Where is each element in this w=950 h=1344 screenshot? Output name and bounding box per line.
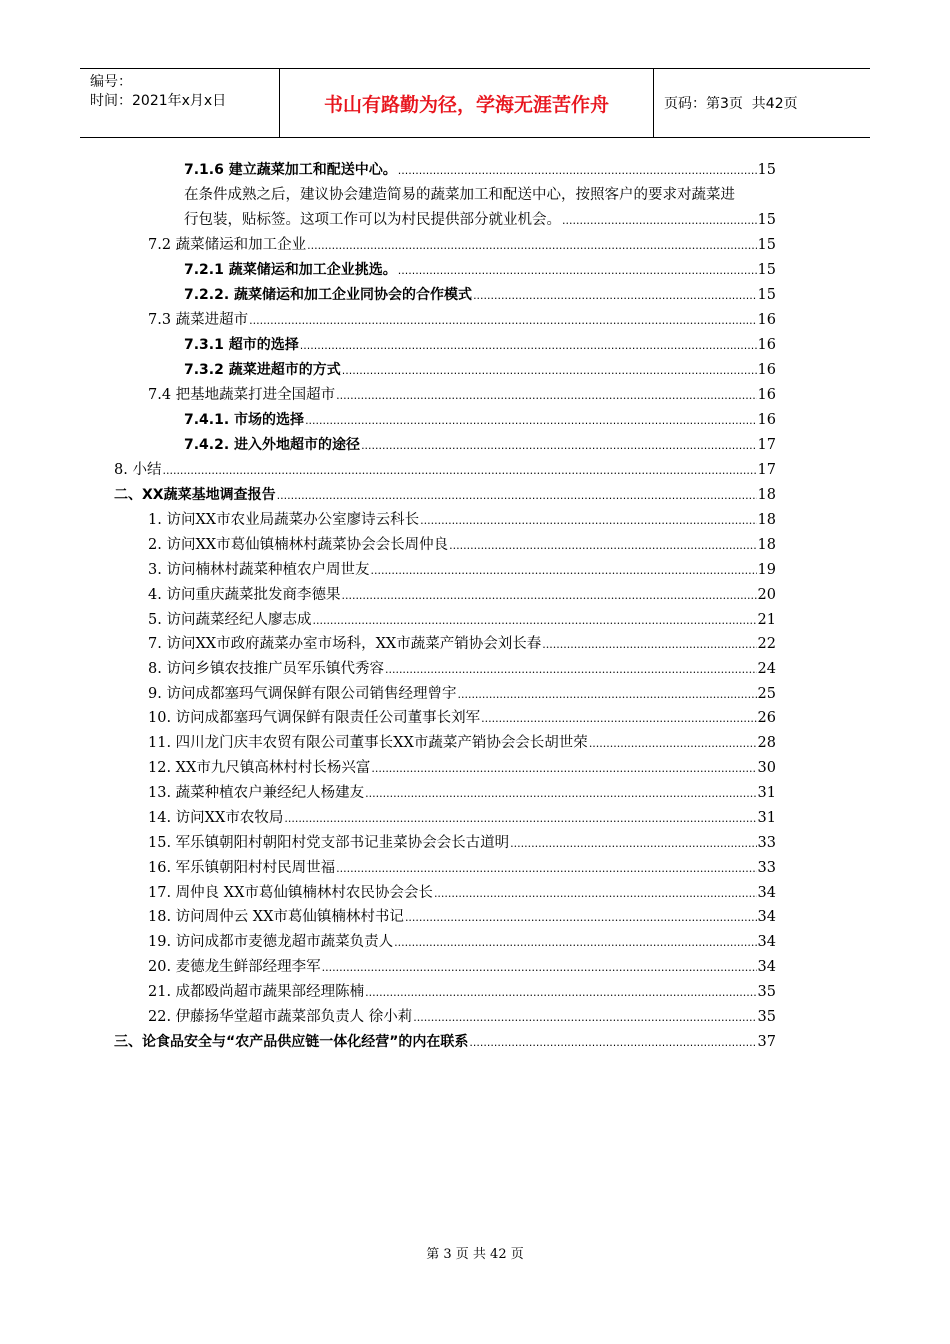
toc-entry-text: 7.2.2. 蔬菜储运和加工企业同协会的合作模式 xyxy=(184,287,473,303)
toc-entry-page: 34 xyxy=(757,909,776,925)
page-header xyxy=(80,68,870,138)
toc-entry-text: 20. 麦德龙生鲜部经理李军 xyxy=(148,959,321,975)
toc-leader-dots xyxy=(394,930,756,955)
toc-entry[interactable] xyxy=(148,980,776,1005)
toc-leader-dots xyxy=(284,806,756,831)
toc-entry[interactable] xyxy=(184,333,776,358)
toc-entry[interactable] xyxy=(148,632,776,657)
toc-entry[interactable] xyxy=(148,558,776,583)
toc-entry-page: 37 xyxy=(757,1034,776,1050)
toc-entry-page: 34 xyxy=(757,934,776,950)
toc-leader-dots xyxy=(562,208,757,233)
toc-leader-dots xyxy=(385,657,757,682)
toc-entry[interactable] xyxy=(148,508,776,533)
header-info-cell xyxy=(80,69,280,137)
toc-entry[interactable] xyxy=(148,233,776,258)
toc-leader-dots xyxy=(307,233,756,258)
toc-leader-dots xyxy=(589,731,757,756)
toc-leader-dots xyxy=(300,333,757,358)
toc-entry-page: 15 xyxy=(757,262,776,278)
toc-entry[interactable] xyxy=(114,458,776,483)
toc-entry-page: 22 xyxy=(757,636,776,652)
toc-entry[interactable] xyxy=(148,905,776,930)
toc-entry-text: 14. 访问XX市农牧局 xyxy=(148,810,284,826)
toc-entry-page: 16 xyxy=(757,312,776,328)
toc-entry[interactable] xyxy=(148,706,776,731)
toc-entry[interactable] xyxy=(184,283,776,308)
toc-entry-text: 22. 伊藤扬华堂超市蔬菜部负责人 徐小莉 xyxy=(148,1009,413,1025)
toc-entry-page: 33 xyxy=(757,860,776,876)
toc-entry-text: 17. 周仲良 XX市葛仙镇楠林村农民协会会长 xyxy=(148,885,433,901)
toc-leader-dots xyxy=(312,608,756,633)
toc-entry-text: 7.2 蔬菜储运和加工企业 xyxy=(148,237,307,253)
toc-entry-text: 19. 访问成都市麦德龙超市蔬菜负责人 xyxy=(148,934,394,950)
toc-leader-dots xyxy=(371,756,756,781)
toc-entry[interactable] xyxy=(148,806,776,831)
toc-entry-text: 行包装，贴标签。这项工作可以为村民提供部分就业机会。 xyxy=(184,212,561,228)
toc-entry[interactable] xyxy=(148,930,776,955)
toc-entry-text: 7.2.1 蔬菜储运和加工企业挑选。 xyxy=(184,262,397,278)
toc-entry[interactable] xyxy=(184,358,776,383)
toc-entry[interactable] xyxy=(148,308,776,333)
toc-entry-text: 15. 军乐镇朝阳村朝阳村党支部书记韭菜协会会长古道明 xyxy=(148,835,510,851)
toc-entry-text: 8. 小结 xyxy=(114,462,162,478)
toc-entry[interactable] xyxy=(148,781,776,806)
toc-leader-dots xyxy=(510,831,756,856)
toc-leader-dots xyxy=(434,881,757,906)
toc-entry[interactable] xyxy=(148,383,776,408)
toc-entry-page: 17 xyxy=(757,437,776,453)
toc-entry-page: 20 xyxy=(757,587,776,603)
toc-leader-dots xyxy=(481,706,756,731)
toc-leader-dots xyxy=(413,1005,756,1030)
toc-entry-text: 7.4.1. 市场的选择 xyxy=(184,412,305,428)
toc-entry-text: 16. 军乐镇朝阳村村民周世福 xyxy=(148,860,336,876)
toc-leader-dots xyxy=(342,358,757,383)
toc-leader-dots xyxy=(322,955,757,980)
toc-entry-page: 17 xyxy=(757,462,776,478)
toc-entry-page: 24 xyxy=(757,661,776,677)
toc-entry-text: 4. 访问重庆蔬菜批发商李德果 xyxy=(148,587,341,603)
toc-entry-text: 7. 访问XX市政府蔬菜办室市场科，XX市蔬菜产销协会刘长春 xyxy=(148,636,542,652)
toc-entry[interactable] xyxy=(184,158,776,183)
toc-entry-page: 18 xyxy=(757,487,776,503)
toc-leader-dots xyxy=(277,483,757,508)
header-page-info: 页码：第3页 共42页 xyxy=(664,96,798,112)
toc-leader-dots xyxy=(365,980,756,1005)
toc-entry[interactable] xyxy=(184,433,776,458)
toc-entry-text: 18. 访问周仲云 XX市葛仙镇楠林村书记 xyxy=(148,909,404,925)
toc-entry-page: 25 xyxy=(757,686,776,702)
toc-entry[interactable] xyxy=(148,756,776,781)
toc-entry[interactable] xyxy=(148,583,776,608)
toc-entry-text: 二、XX蔬菜基地调查报告 xyxy=(114,487,276,503)
toc-entry[interactable] xyxy=(148,731,776,756)
header-motto: 书山有路勤为径，学海无涯苦作舟 xyxy=(280,69,654,137)
toc-entry[interactable] xyxy=(148,1005,776,1030)
toc-leader-dots xyxy=(370,558,756,583)
toc-entry[interactable] xyxy=(114,1030,776,1055)
toc-entry-page: 15 xyxy=(757,237,776,253)
toc-entry-page: 28 xyxy=(757,735,776,751)
toc-entry-page: 30 xyxy=(757,760,776,776)
toc-leader-dots xyxy=(405,905,757,930)
toc-entry[interactable] xyxy=(184,408,776,433)
toc-leader-dots xyxy=(542,632,756,657)
toc-entry-page: 34 xyxy=(757,959,776,975)
toc-entry-page: 16 xyxy=(757,362,776,378)
toc-entry-text: 7.4 把基地蔬菜打进全国超市 xyxy=(148,387,336,403)
toc-entry-page: 31 xyxy=(757,810,776,826)
number-label: 编号： xyxy=(90,74,132,90)
page-footer: 第 3 页 共 42 页 xyxy=(426,1247,524,1262)
toc-entry-text: 2. 访问XX市葛仙镇楠林村蔬菜协会会长周仲良 xyxy=(148,537,449,553)
toc-leader-dots xyxy=(449,533,756,558)
toc-entry-page: 35 xyxy=(757,984,776,1000)
toc-entry[interactable] xyxy=(184,258,776,283)
toc-leader-dots xyxy=(341,583,756,608)
toc-leader-dots xyxy=(361,433,756,458)
toc-entry-text: 7.3.1 超市的选择 xyxy=(184,337,299,353)
toc-entry-page: 15 xyxy=(757,287,776,303)
toc-entry-page: 21 xyxy=(757,612,776,628)
toc-entry-text: 12. XX市九尺镇高林村村长杨兴富 xyxy=(148,760,371,776)
toc-leader-dots xyxy=(365,781,756,806)
toc-leader-dots xyxy=(457,682,756,707)
toc-leader-dots xyxy=(420,508,756,533)
toc-entry-text: 21. 成都殴尚超市蔬果部经理陈楠 xyxy=(148,984,365,1000)
toc-entry[interactable] xyxy=(148,533,776,558)
toc-entry-page: 26 xyxy=(757,710,776,726)
toc-entry[interactable] xyxy=(148,608,776,633)
toc-entry-text: 三、论食品安全与“农产品供应链一体化经营”的内在联系 xyxy=(114,1034,469,1050)
toc-entry-text: 10. 访问成都塞玛气调保鲜有限责任公司董事长刘军 xyxy=(148,710,481,726)
toc-leader-dots xyxy=(336,383,756,408)
toc-leader-dots xyxy=(162,458,756,483)
toc-entry-page: 18 xyxy=(757,512,776,528)
toc-leader-dots xyxy=(469,1030,756,1055)
toc-leader-dots xyxy=(473,283,756,308)
toc-entry-text: 11. 四川龙门庆丰农贸有限公司董事长XX市蔬菜产销协会会长胡世荣 xyxy=(148,735,588,751)
toc-entry-text: 3. 访问楠林村蔬菜种植农户周世友 xyxy=(148,562,370,578)
toc-entry-text: 13. 蔬菜种植农户兼经纪人杨建友 xyxy=(148,785,365,801)
toc-leader-dots xyxy=(336,856,756,881)
toc-entry-page: 15 xyxy=(757,212,776,228)
toc-entry-text: 7.4.2. 进入外地超市的途径 xyxy=(184,437,361,453)
toc-entry-page: 19 xyxy=(757,562,776,578)
toc-entry-text: 7.3.2 蔬菜进超市的方式 xyxy=(184,362,341,378)
toc-entry-page: 35 xyxy=(757,1009,776,1025)
toc-entry-text: 7.1.6 建立蔬菜加工和配送中心。 xyxy=(184,162,397,178)
toc-entry-page: 15 xyxy=(757,162,776,178)
toc-continuation-text: 在条件成熟之后，建议协会建造简易的蔬菜加工和配送中心，按照客户的要求对蔬菜进 xyxy=(184,187,735,203)
toc-entry-page: 16 xyxy=(757,412,776,428)
toc-entry-text: 8. 访问乡镇农技推广员军乐镇代秀容 xyxy=(148,661,384,677)
toc-entry[interactable] xyxy=(184,208,776,233)
toc-entry-page: 34 xyxy=(757,885,776,901)
toc-entry[interactable] xyxy=(148,831,776,856)
toc-leader-dots xyxy=(398,158,757,183)
toc-entry-page: 33 xyxy=(757,835,776,851)
toc-entry[interactable] xyxy=(148,955,776,980)
toc-entry-page: 18 xyxy=(757,537,776,553)
toc-entry-text: 9. 访问成都塞玛气调保鲜有限公司销售经理曾宇 xyxy=(148,686,457,702)
toc-entry-text: 1. 访问XX市农业局蔬菜办公室廖诗云科长 xyxy=(148,512,420,528)
toc-entry-text: 7.3 蔬菜进超市 xyxy=(148,312,249,328)
toc-entry-page: 31 xyxy=(757,785,776,801)
toc-entry[interactable] xyxy=(148,856,776,881)
toc-leader-dots xyxy=(249,308,756,333)
toc-entry[interactable] xyxy=(148,881,776,906)
date-label: 时间：2021年x月x日 xyxy=(90,93,227,109)
toc-entry[interactable] xyxy=(114,483,776,508)
toc-entry-page: 16 xyxy=(757,387,776,403)
toc-entry-text: 5. 访问蔬菜经纪人廖志成 xyxy=(148,612,312,628)
toc-entry[interactable] xyxy=(148,682,776,707)
toc-entry-page: 16 xyxy=(757,337,776,353)
toc-leader-dots xyxy=(398,258,757,283)
toc-entry[interactable] xyxy=(148,657,776,682)
toc-leader-dots xyxy=(305,408,756,433)
